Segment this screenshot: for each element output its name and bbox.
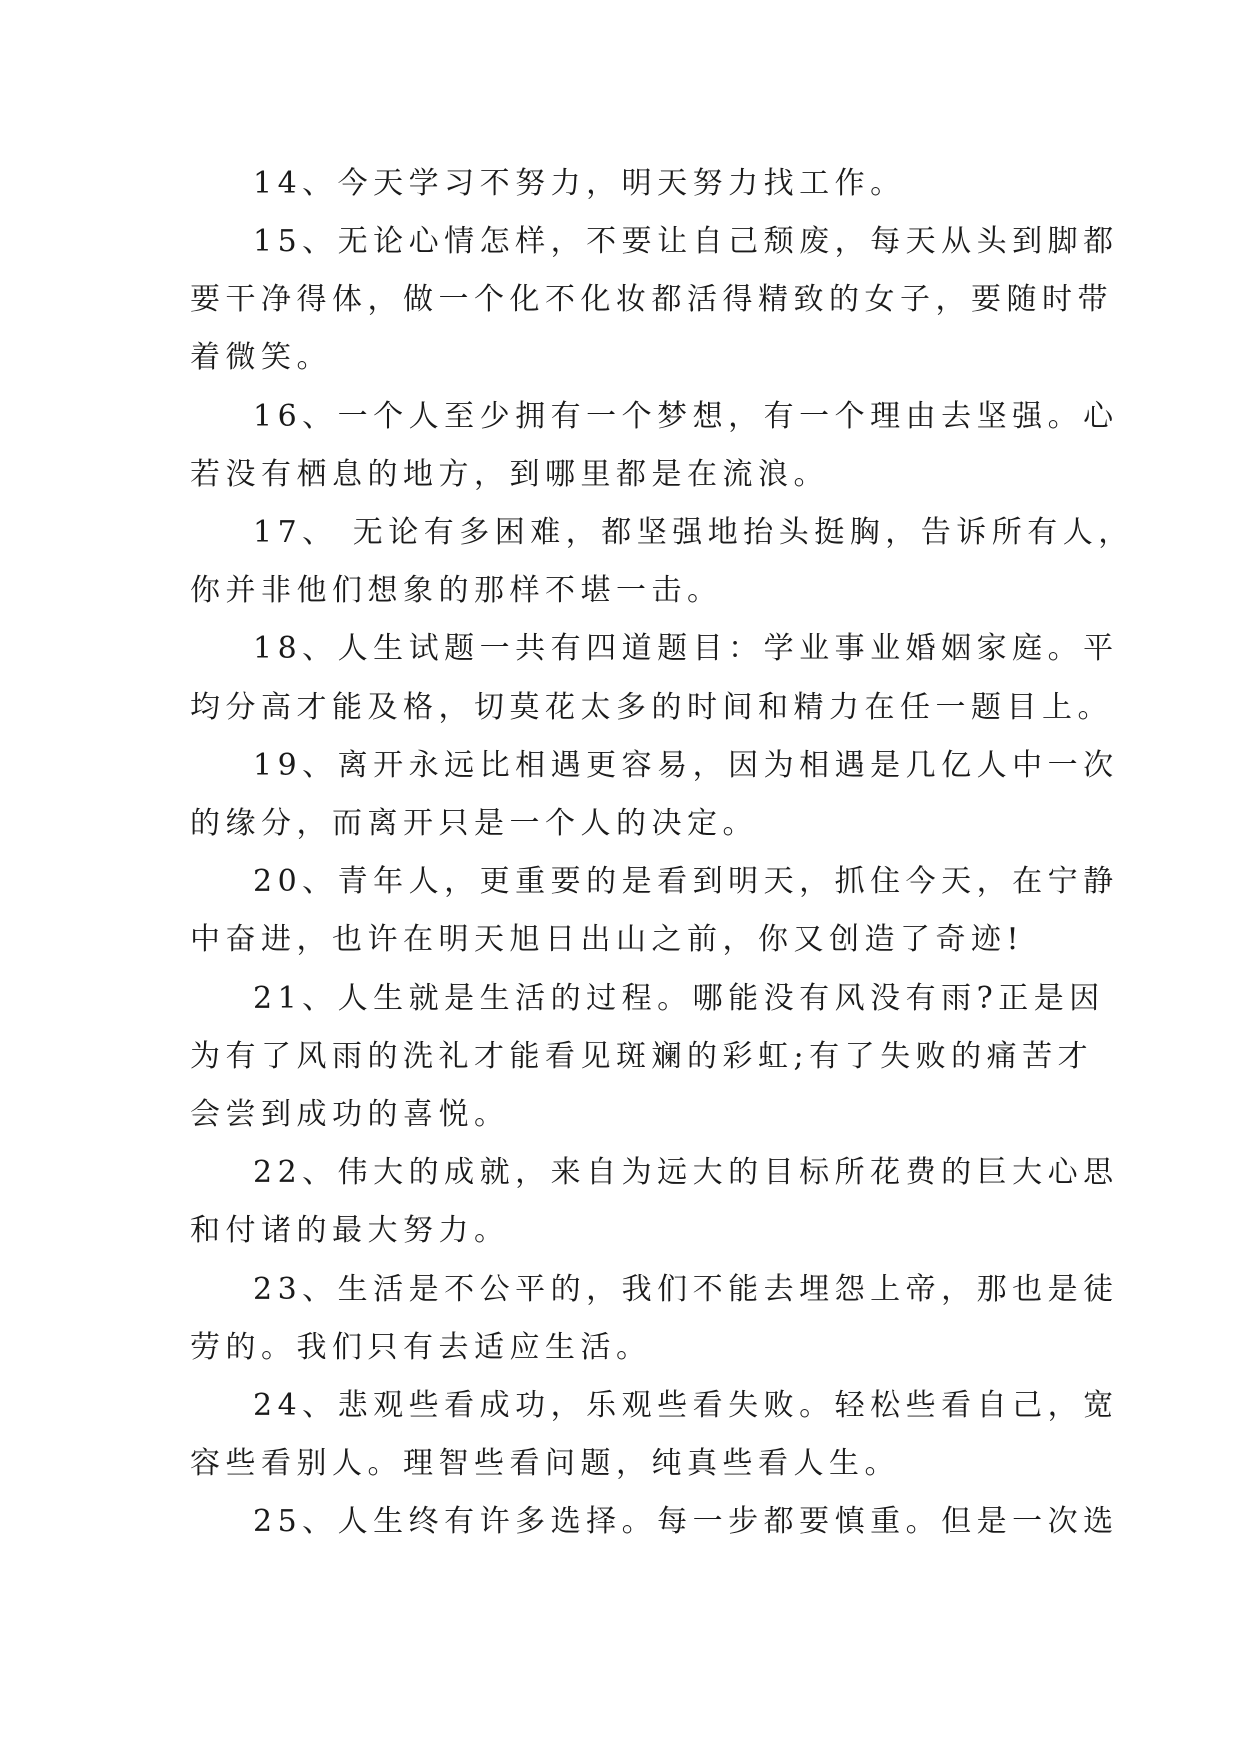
item-24-line-1: 24、悲观些看成功，乐观些看失败。轻松些看自己，宽 [253, 1388, 1119, 1423]
item-25-line-1: 25、人生终有许多选择。每一步都要慎重。但是一次选 [253, 1504, 1119, 1539]
item-23-line-1: 23、生活是不公平的，我们不能去埋怨上帝，那也是徒 [253, 1272, 1119, 1307]
item-22-line-2: 和付诸的最大努力。 [190, 1213, 510, 1248]
item-19-line-1: 19、离开永远比相遇更容易，因为相遇是几亿人中一次 [253, 748, 1119, 783]
item-21-line-2: 为有了风雨的洗礼才能看见斑斓的彩虹;有了失败的痛苦才 [190, 1039, 1094, 1074]
item-18-line-1: 18、人生试题一共有四道题目：学业事业婚姻家庭。平 [253, 631, 1119, 666]
item-17-line-1: 17、 无论有多困难，都坚强地抬头挺胸，告诉所有人， [253, 515, 1134, 550]
item-20-line-2: 中奋进，也许在明天旭日出山之前，你又创造了奇迹! [190, 922, 1025, 957]
item-19-line-2: 的缘分，而离开只是一个人的决定。 [190, 806, 758, 841]
item-15-line-3: 着微笑。 [190, 340, 332, 375]
item-17-line-2: 你并非他们想象的那样不堪一击。 [190, 573, 723, 608]
item-14-line-1: 14、今天学习不努力，明天努力找工作。 [253, 166, 906, 201]
item-18-line-2: 均分高才能及格，切莫花太多的时间和精力在任一题目上。 [190, 690, 1113, 725]
item-20-line-1: 20、青年人，更重要的是看到明天，抓住今天，在宁静 [253, 864, 1119, 899]
item-15-line-1: 15、无论心情怎样，不要让自己颓废，每天从头到脚都 [253, 224, 1119, 259]
item-22-line-1: 22、伟大的成就，来自为远大的目标所花费的巨大心思 [253, 1155, 1119, 1190]
item-16-line-2: 若没有栖息的地方，到哪里都是在流浪。 [190, 457, 829, 492]
item-21-line-3: 会尝到成功的喜悦。 [190, 1097, 510, 1132]
item-21-line-1: 21、人生就是生活的过程。哪能没有风没有雨?正是因 [253, 981, 1105, 1016]
item-24-line-2: 容些看别人。理智些看问题，纯真些看人生。 [190, 1446, 900, 1481]
item-16-line-1: 16、一个人至少拥有一个梦想，有一个理由去坚强。心 [253, 399, 1119, 434]
item-15-line-2: 要干净得体，做一个化不化妆都活得精致的女子，要随时带 [190, 282, 1113, 317]
item-23-line-2: 劳的。我们只有去适应生活。 [190, 1330, 652, 1365]
